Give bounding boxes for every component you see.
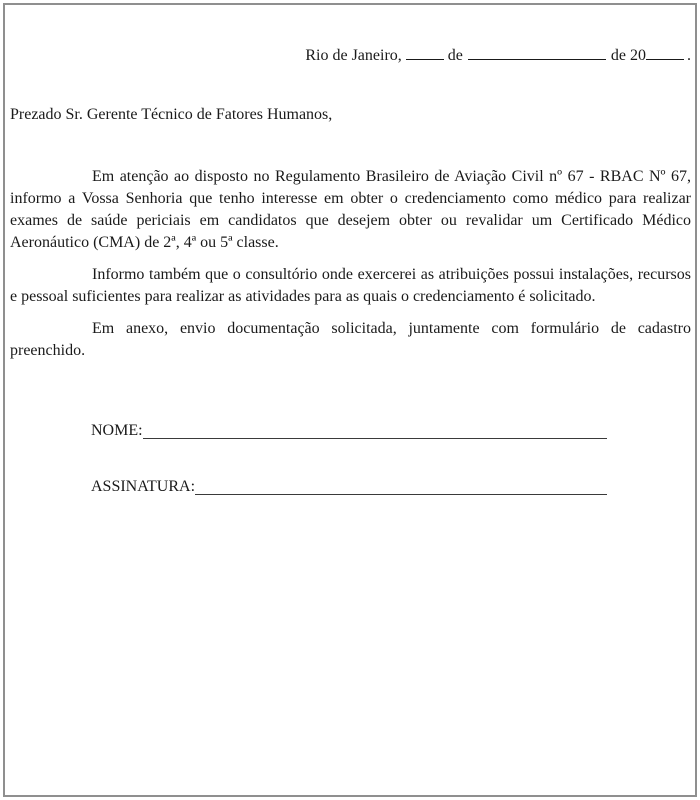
name-row	[91, 422, 607, 440]
signature-row	[91, 478, 607, 496]
date-city-text: Rio de Janeiro,	[305, 47, 402, 64]
name-label: NOME:	[91, 422, 143, 439]
salutation: Prezado Sr. Gerente Técnico de Fatores Humanos,	[10, 106, 333, 123]
date-line	[10, 44, 691, 67]
letter-content	[10, 5, 691, 496]
paragraph-credenciamento: Em atenção ao disposto no Regulamento Brasileiro de Aviação Civil nº 67 - RBAC Nº 67, informo a Vossa Senhoria que tenho interesse em obter o credenciamento como médico para realizar exames de saúde periciais em candidatos que desejem obter ou revalidar um Certificado Médico Aeronáutico (CMA) de 2ª, 4ª ou 5ª classe.	[10, 168, 691, 251]
date-day-blank	[406, 44, 444, 60]
signature-label: ASSINATURA:	[91, 478, 196, 495]
name-fill-line	[143, 422, 607, 439]
date-connector-1: de	[447, 47, 463, 64]
date-terminator: .	[687, 47, 691, 64]
date-year-blank	[646, 44, 684, 60]
signature-fill-line	[195, 478, 607, 495]
paragraph-anexo: Em anexo, envio documentação solicitada, juntamente com formulário de cadastro preenchido.	[10, 320, 691, 359]
paragraph-consultorio: Informo também que o consultório onde exercerei as atribuições possui instalações, recursos e pessoal suficientes para realizar as atividades para as quais o credenciamento é solicitado.	[10, 266, 691, 305]
date-month-blank	[468, 44, 606, 60]
date-connector-2: de 20	[610, 47, 646, 64]
